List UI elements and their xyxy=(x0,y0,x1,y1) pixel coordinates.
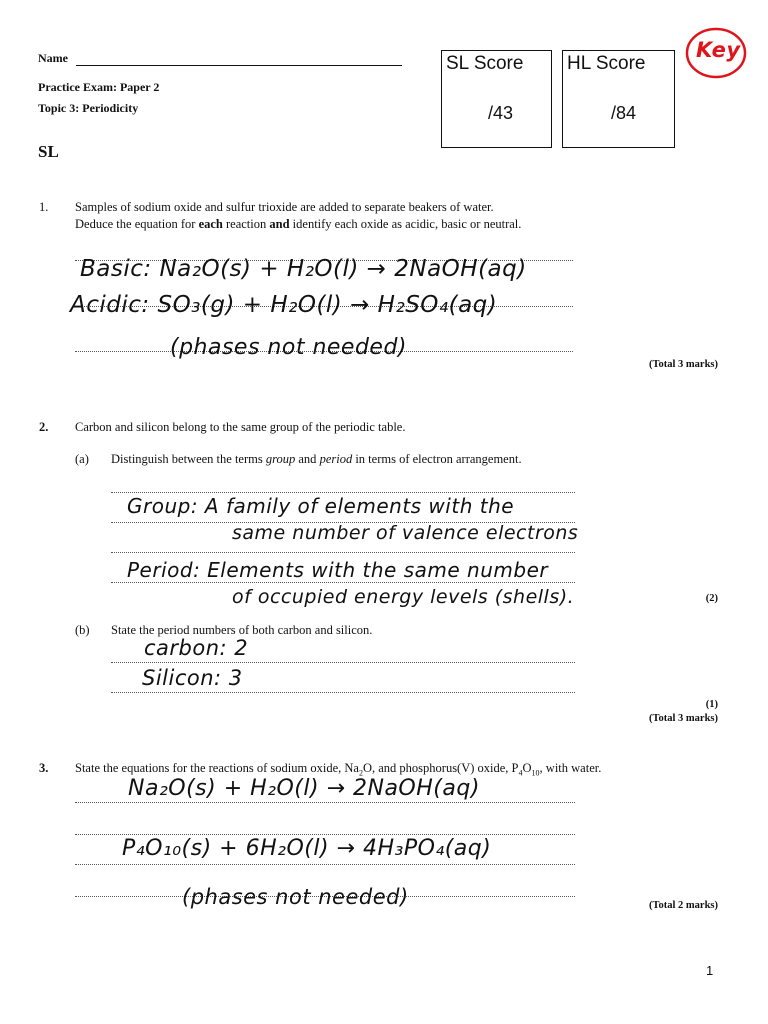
q2b-label: (b) xyxy=(75,623,90,637)
q1-line2-and: and xyxy=(269,217,290,231)
q3-mid: O, and phosphorus(V) oxide, P xyxy=(362,761,519,775)
q1-line2-mid: reaction xyxy=(222,217,270,231)
q3-answer-1: Na₂O(s) + H₂O(l) → 2NaOH(aq) xyxy=(128,776,480,801)
hl-score-value: /84 xyxy=(611,103,637,123)
q2a-answer-3: Period: Elements with the same number xyxy=(127,558,549,582)
q2a-answer-line-3 xyxy=(111,552,575,553)
q2a-term-group: group xyxy=(265,452,296,466)
q3-number: 3. xyxy=(39,761,49,775)
q2a-post: in terms of electron arrangement. xyxy=(352,452,522,466)
q1-answer-basic: Basic: Na₂O(s) + H₂O(l) → 2NaOH(aq) xyxy=(80,256,527,282)
sl-score-value: /43 xyxy=(488,103,514,123)
q3-sub-o: 10 xyxy=(531,768,540,778)
q2a-answer-1: Group: A family of elements with the xyxy=(127,494,515,518)
q2b-answer-silicon: Silicon: 3 xyxy=(142,666,243,690)
q2a-term-period: period xyxy=(319,452,353,466)
q2a-pre: Distinguish between the terms xyxy=(111,452,266,466)
q1-prompt-line2 xyxy=(75,216,635,233)
hl-score-box xyxy=(562,50,675,148)
q2b-answer-line-1 xyxy=(111,662,575,663)
exam-title: Practice Exam: Paper 2 xyxy=(38,80,160,94)
q2b-marks: (1) xyxy=(705,699,718,710)
q1-line2-each: each xyxy=(198,217,223,231)
q2a-answer-4: of occupied energy levels (shells). xyxy=(232,586,575,608)
q3-answer-2: P₄O₁₀(s) + 6H₂O(l) → 4H₃PO₄(aq) xyxy=(122,836,492,861)
q3-answer-line-3 xyxy=(75,864,575,865)
q3-sub-p: 4 xyxy=(518,768,523,778)
q3-answer-line-1 xyxy=(75,802,575,803)
q2b-answer-carbon: carbon: 2 xyxy=(144,636,249,660)
level-label: SL xyxy=(38,142,59,161)
q2b-answer-line-2 xyxy=(111,692,575,693)
q2a-prompt xyxy=(111,451,522,468)
q2a-answer-line-1 xyxy=(111,492,575,493)
sl-score-box xyxy=(441,50,552,148)
q2a-mid: and xyxy=(295,452,320,466)
q3-sub-na: 2 xyxy=(358,768,363,778)
q3-answer-line-2 xyxy=(75,834,575,835)
q1-number: 1. xyxy=(39,200,49,214)
topic-title: Topic 3: Periodicity xyxy=(38,101,139,115)
q2a-answer-2: same number of valence electrons xyxy=(232,522,579,544)
q1-line2-pre: Deduce the equation for xyxy=(75,217,199,231)
q1-line2-post: identify each oxide as acidic, basic or neutral. xyxy=(289,217,522,231)
q3-answer-3: (phases not needed) xyxy=(182,885,409,909)
name-line xyxy=(76,65,402,66)
key-stamp-text: Key xyxy=(696,38,741,62)
q2-intro: Carbon and silicon belong to the same group of the periodic table. xyxy=(75,420,406,434)
q1-answer-note: (phases not needed) xyxy=(170,335,408,360)
q2b-prompt: State the period numbers of both carbon and silicon. xyxy=(111,623,373,637)
q1-prompt-line1: Samples of sodium oxide and sulfur trioxide are added to separate beakers of water. xyxy=(75,200,494,214)
q1-prompt xyxy=(75,199,635,233)
q1-answer-acidic: Acidic: SO₃(g) + H₂O(l) → H₂SO₄(aq) xyxy=(70,292,498,318)
page-number: 1 xyxy=(706,963,714,978)
key-stamp xyxy=(684,26,748,80)
name-label: Name xyxy=(38,51,68,65)
q3-mid2: O xyxy=(522,761,532,775)
sl-score-label: SL Score xyxy=(446,53,524,74)
q3-post: , with water. xyxy=(539,761,602,775)
q3-pre: State the equations for the reactions of sodium oxide, Na xyxy=(75,761,359,775)
q1-total: (Total 3 marks) xyxy=(648,359,718,370)
q2a-marks: (2) xyxy=(705,593,718,604)
q2-number: 2. xyxy=(39,420,49,434)
hl-score-label: HL Score xyxy=(567,53,646,74)
q3-total: (Total 2 marks) xyxy=(648,900,718,911)
q2a-label: (a) xyxy=(75,452,89,466)
q2a-answer-line-4 xyxy=(111,582,575,583)
q2-total: (Total 3 marks) xyxy=(648,713,718,724)
